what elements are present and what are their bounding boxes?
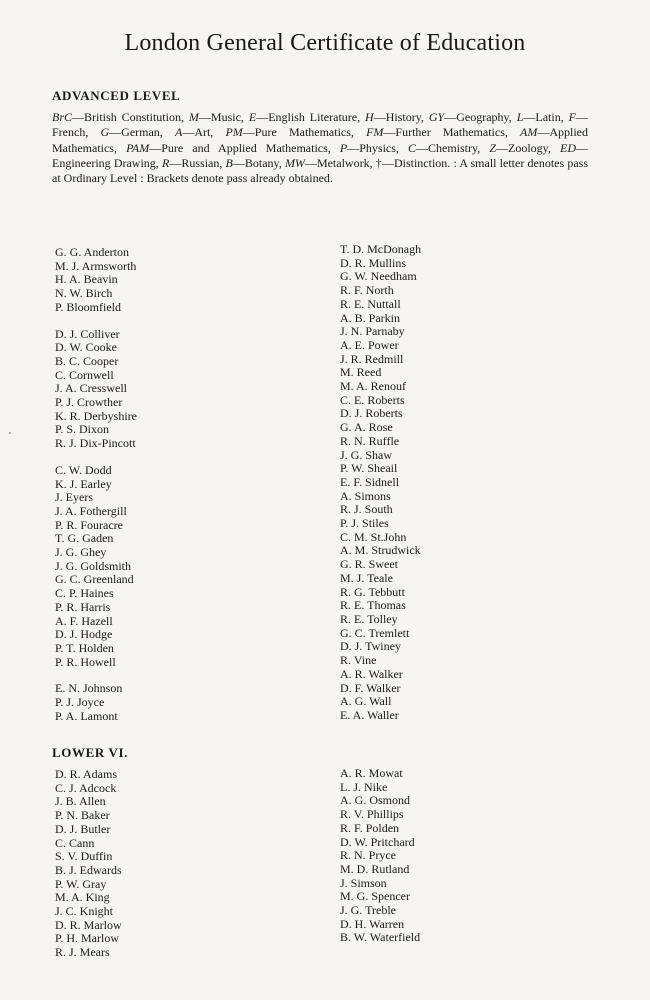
subject-abbreviation: AM: [520, 125, 538, 140]
student-name: D. J. Hodge: [55, 627, 113, 642]
subject-key-text: —Further Mathematics,: [383, 125, 521, 140]
student-name: R. E. Nuttall: [340, 296, 401, 311]
student-name: J. Simson: [340, 875, 387, 890]
subject-abbreviation: E: [248, 110, 257, 124]
subject-key-text: —Zoology,: [496, 140, 560, 155]
student-name: J. G. Goldsmith: [55, 558, 132, 573]
subject-key-text: —Applied Mathematics,: [52, 125, 589, 155]
subject-abbreviation: B: [225, 155, 233, 170]
student-name: R. J. Mears: [55, 945, 110, 960]
student-name: T. D. McDonagh: [340, 242, 422, 256]
student-name: P. S. Dixon: [55, 422, 110, 437]
student-name: P. J. Crowther: [55, 395, 123, 410]
student-name: L. J. Nike: [340, 779, 388, 794]
student-name: J. C. Knight: [55, 904, 114, 919]
subject-key-text: —Pure and Applied Mathematics,: [149, 140, 340, 155]
student-name: J. N. Parnaby: [340, 324, 405, 339]
subject-abbreviation: PM: [225, 125, 243, 140]
student-name: A. M. Strudwick: [340, 543, 421, 558]
student-name: A. Simons: [340, 488, 391, 503]
subject-abbreviation: M: [188, 110, 199, 124]
student-name: G. W. Needham: [340, 269, 417, 284]
subject-abbreviation: FM: [366, 125, 384, 140]
student-name: R. E. Thomas: [340, 598, 406, 613]
student-name: R. Vine: [340, 653, 377, 668]
student-name: A. B. Parkin: [340, 310, 400, 325]
subject-abbreviation: A: [174, 125, 183, 140]
student-name: D. R. Marlow: [55, 917, 122, 932]
student-name: B. C. Cooper: [55, 353, 119, 368]
student-name: G. G. Anderton: [55, 245, 129, 259]
student-name: P. J. Stiles: [340, 516, 389, 531]
student-name: J. G. Shaw: [340, 447, 393, 462]
subject-abbreviation: BrC: [52, 110, 73, 124]
lower-sixth-left-column: [55, 768, 122, 960]
student-name: H. A. Beavin: [55, 272, 118, 287]
student-name: P. Bloomfield: [55, 299, 122, 314]
student-name: R. F. Polden: [340, 820, 400, 835]
student-name: E. A. Waller: [340, 707, 399, 722]
student-name: D. J. Colliver: [55, 326, 120, 341]
subject-key-text: —Russian,: [169, 155, 226, 170]
student-name: B. J. Edwards: [55, 862, 122, 877]
student-name: P. W. Sheail: [340, 461, 398, 476]
student-name: P. H. Marlow: [55, 931, 120, 946]
student-name: P. N. Baker: [55, 808, 110, 823]
paper-speck: [9, 432, 11, 434]
student-name: G. A. Rose: [340, 420, 393, 435]
student-name: D. J. Roberts: [340, 406, 403, 421]
student-name: M. A. King: [55, 890, 110, 905]
student-name: M. J. Armsworth: [55, 258, 137, 273]
subject-key-text: —Metalwork,: [304, 155, 376, 170]
student-name: R. F. North: [340, 283, 394, 298]
subject-key-text: —English Literature,: [256, 110, 366, 124]
student-name: C. M. St.John: [340, 529, 407, 544]
subject-key-text: —Chemistry,: [416, 140, 490, 155]
subject-abbreviation: MW: [284, 155, 305, 170]
student-name: D. W. Cooke: [55, 340, 118, 355]
subject-key-text: —German,: [109, 125, 175, 140]
student-name: J. Eyers: [55, 490, 93, 505]
subject-key-text: —French,: [52, 110, 588, 140]
student-name: P. T. Holden: [55, 640, 114, 655]
student-name: D. R. Mullins: [340, 255, 407, 270]
student-name: D. J. Twiney: [340, 639, 401, 654]
subject-abbreviation: PAM: [126, 140, 150, 155]
subject-abbreviation: ED: [560, 140, 576, 155]
student-name: G. C. Tremlett: [340, 625, 410, 640]
student-name: D. F. Walker: [340, 680, 401, 695]
lower-sixth-right-column: [340, 767, 420, 945]
student-name: P. W. Gray: [55, 876, 107, 891]
student-name: M. D. Rutland: [340, 861, 410, 876]
group-spacer: [55, 315, 137, 328]
student-name: N. W. Birch: [55, 286, 113, 301]
student-name: G. R. Sweet: [340, 557, 398, 572]
subject-abbreviation: G: [100, 125, 110, 140]
student-name: P. A. Lamont: [55, 708, 118, 723]
subject-abbreviation: GY: [428, 110, 445, 124]
subject-abbreviation: Z: [489, 140, 497, 155]
subject-key-text: —Pure Mathematics,: [242, 125, 367, 140]
student-name: K. J. Earley: [55, 476, 112, 491]
subject-key-paragraph: [52, 110, 588, 186]
student-name: P. R. Fouracre: [55, 517, 123, 532]
advanced-level-left-column: [55, 246, 137, 724]
student-name: J. G. Ghey: [55, 545, 107, 560]
student-name: E. N. Johnson: [55, 681, 123, 696]
subject-abbreviation: R: [162, 155, 170, 170]
advanced-level-heading: ADVANCED LEVEL: [52, 88, 181, 103]
student-name: R. V. Phillips: [340, 807, 404, 822]
student-name: C. W. Dodd: [55, 462, 112, 477]
student-name: P. J. Joyce: [55, 695, 105, 710]
student-name: R. E. Tolley: [340, 611, 398, 626]
subject-abbreviation: H: [365, 110, 374, 124]
student-name: M. G. Spencer: [340, 889, 410, 904]
student-name: R. J. South: [340, 502, 393, 517]
lower-sixth-heading: LOWER VI.: [52, 745, 128, 760]
subject-abbreviation: L: [516, 110, 524, 124]
student-name: C. P. Haines: [55, 586, 114, 601]
subject-key-text: —Geography,: [444, 110, 517, 124]
student-name: G. C. Greenland: [55, 572, 134, 587]
student-name: D. W. Pritchard: [340, 834, 415, 849]
student-name: R. J. Dix-Pincott: [55, 436, 136, 451]
subject-abbreviation: F: [568, 110, 576, 124]
student-name: S. V. Duffin: [55, 849, 113, 864]
subject-key-text: —British Constitution,: [72, 110, 189, 124]
student-name: D. H. Warren: [340, 916, 405, 931]
student-name: M. Reed: [340, 365, 382, 380]
student-name: M. A. Renouf: [340, 379, 406, 394]
student-name: R. G. Tebbutt: [340, 584, 405, 599]
student-name: J. A. Cresswell: [55, 381, 127, 396]
student-name: R. N. Ruffle: [340, 433, 400, 448]
subject-key-text: —Art,: [182, 125, 226, 140]
advanced-level-right-column: [340, 243, 421, 723]
student-name: T. G. Gaden: [55, 531, 114, 546]
student-name: C. J. Adcock: [55, 780, 117, 795]
subject-key-text: —Latin,: [523, 110, 569, 124]
subject-key-text: —Music,: [198, 110, 249, 124]
student-name: R. N. Pryce: [340, 848, 396, 863]
student-name: B. W. Waterfield: [340, 930, 421, 945]
subject-key-text: †—Distinction. : A small letter denotes pass at Ordinary Level : Brackets denote pass already obtained.: [52, 155, 588, 186]
student-name: M. J. Teale: [340, 570, 393, 585]
subject-abbreviation: C: [408, 140, 417, 155]
student-name: A. R. Walker: [340, 666, 403, 681]
student-name: C. E. Roberts: [340, 392, 405, 407]
student-name: J. G. Treble: [340, 903, 397, 918]
group-spacer: [55, 451, 137, 464]
student-name: D. R. Adams: [55, 767, 118, 781]
student-name: P. R. Harris: [55, 599, 111, 614]
student-name: A. G. Wall: [340, 694, 392, 709]
student-name: A. F. Hazell: [55, 613, 113, 628]
student-name: P. R. Howell: [55, 654, 116, 669]
student-name: A. E. Power: [340, 337, 399, 352]
student-name: J. A. Fothergill: [55, 503, 127, 518]
student-name: J. R. Redmill: [340, 351, 404, 366]
page-title: London General Certificate of Education: [124, 30, 526, 56]
student-name: A. R. Mowat: [340, 766, 403, 780]
subject-key-text: —Engineering Drawing,: [52, 140, 588, 170]
student-name: K. R. Derbyshire: [55, 408, 137, 423]
subject-key-text: —Botany,: [232, 155, 285, 170]
subject-abbreviation: P: [339, 140, 348, 155]
student-name: C. Cann: [55, 835, 95, 850]
student-name: E. F. Sidnell: [340, 474, 400, 489]
student-name: J. B. Allen: [55, 794, 106, 809]
student-name: D. J. Butler: [55, 821, 111, 836]
student-name: A. G. Osmond: [340, 793, 411, 808]
student-name: C. Cornwell: [55, 367, 114, 382]
subject-key-text: —History,: [373, 110, 429, 124]
subject-key-text: —Physics,: [347, 140, 408, 155]
